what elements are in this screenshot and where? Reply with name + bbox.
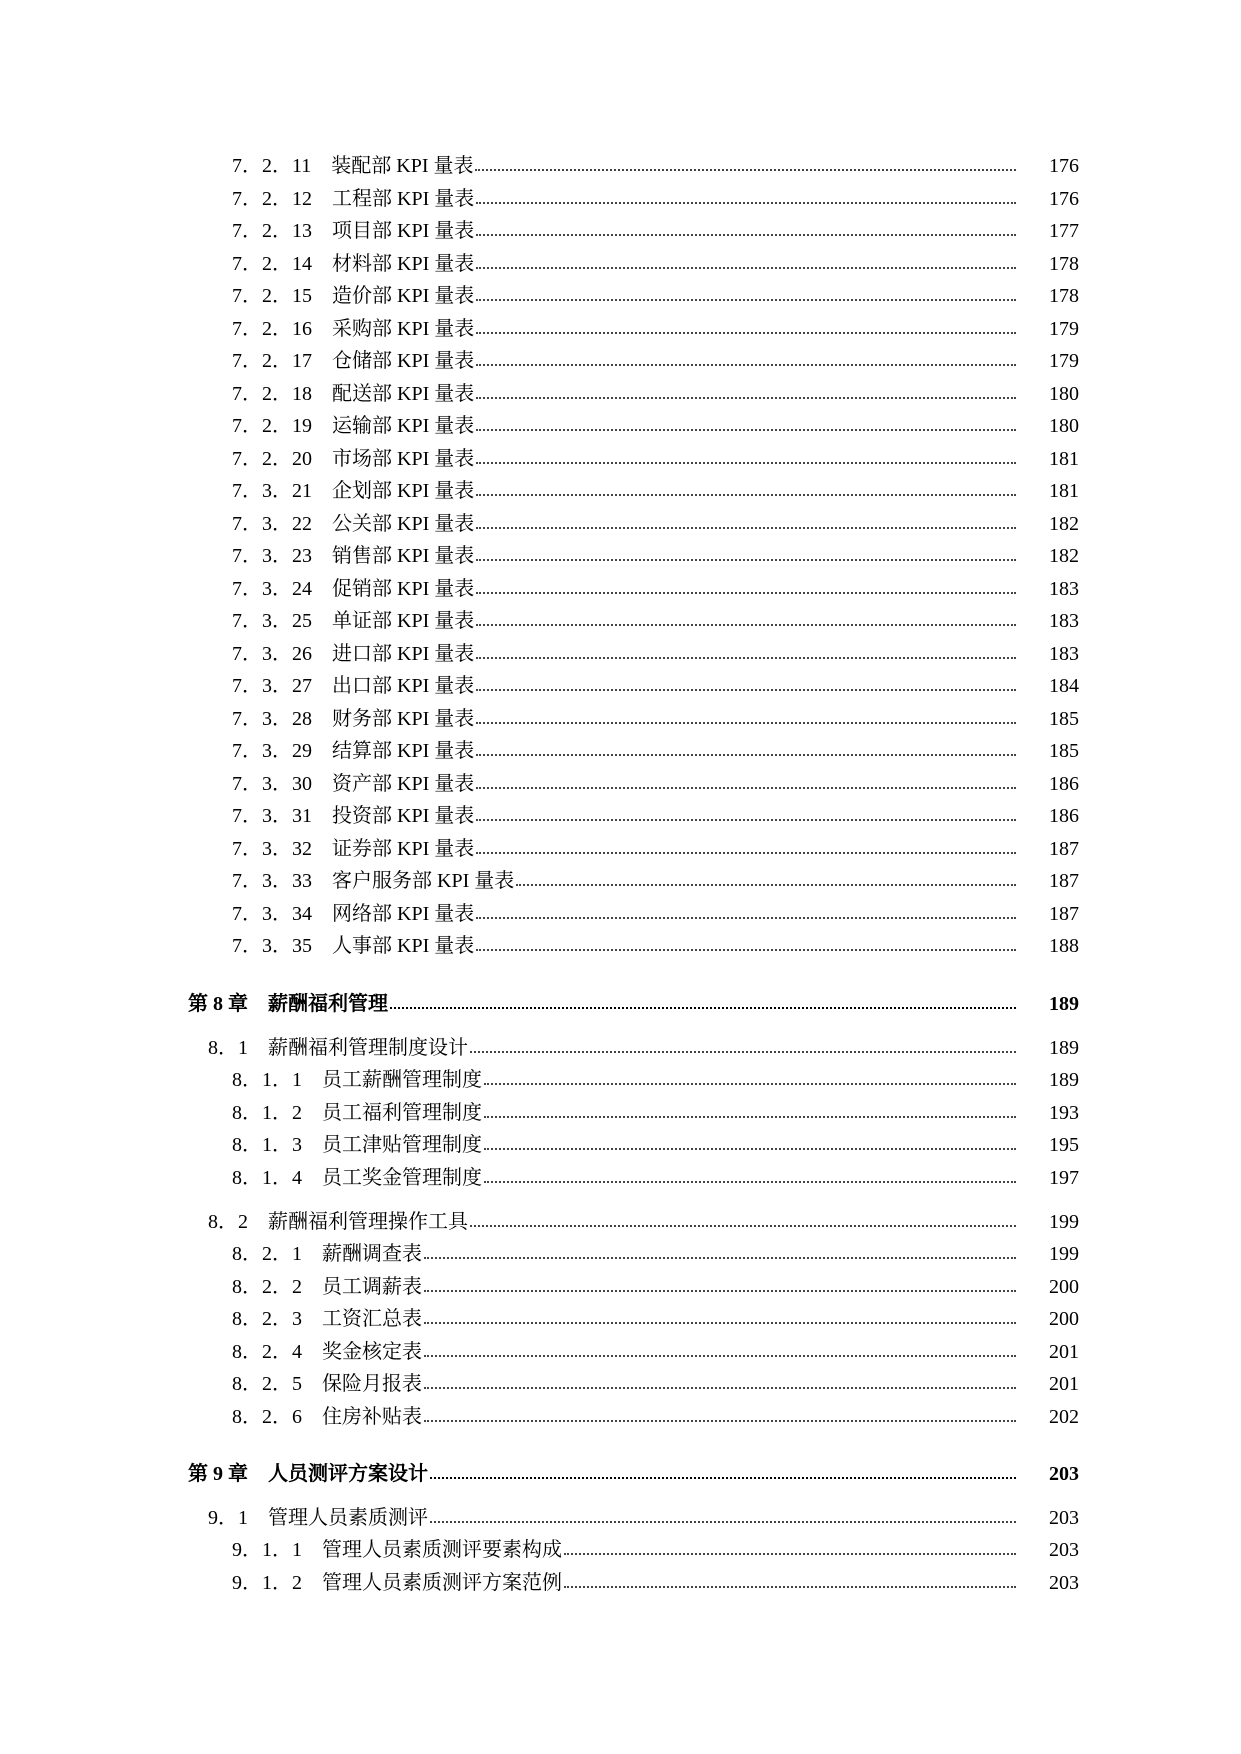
dot-leader — [476, 364, 1016, 366]
dot-leader — [476, 267, 1016, 269]
toc-page-number: 193 — [1016, 1099, 1079, 1127]
toc-page-number: 186 — [1016, 770, 1079, 798]
toc-page-number: 179 — [1016, 347, 1079, 375]
toc-page-number: 202 — [1016, 1403, 1079, 1431]
dot-leader — [476, 527, 1016, 529]
toc-entry-label: 7．3．31 投资部 KPI 量表 — [232, 802, 476, 830]
toc-entry-label: 9．1．1 管理人员素质测评要素构成 — [232, 1536, 564, 1564]
toc-entry[interactable] — [0, 900, 1241, 928]
dot-leader — [484, 1148, 1016, 1150]
toc-entry[interactable] — [0, 737, 1241, 765]
toc-page-number: 200 — [1016, 1273, 1079, 1301]
toc-entry-label: 7．2．16 采购部 KPI 量表 — [232, 315, 476, 343]
dot-leader — [470, 1225, 1016, 1227]
toc-entry[interactable] — [0, 185, 1241, 213]
toc-entry-label: 7．3．23 销售部 KPI 量表 — [232, 542, 476, 570]
toc-entry[interactable] — [0, 282, 1241, 310]
toc-section[interactable] — [0, 1208, 1241, 1236]
toc-entry[interactable] — [0, 672, 1241, 700]
toc-page-number: 189 — [1016, 1034, 1079, 1062]
toc-entry[interactable] — [0, 380, 1241, 408]
toc-entry-label: 7．3．25 单证部 KPI 量表 — [232, 607, 476, 635]
dot-leader — [476, 624, 1016, 626]
toc-page-number: 176 — [1016, 185, 1079, 213]
toc-page-number: 201 — [1016, 1338, 1079, 1366]
toc-entry-label: 8．1．1 员工薪酬管理制度 — [232, 1066, 484, 1094]
toc-page-number: 183 — [1016, 640, 1079, 668]
toc-entry[interactable] — [0, 217, 1241, 245]
dot-leader — [430, 1521, 1016, 1523]
toc-page-number: 185 — [1016, 737, 1079, 765]
toc-page-number: 189 — [1016, 1066, 1079, 1094]
toc-entry-label: 7．2．14 材料部 KPI 量表 — [232, 250, 476, 278]
toc-chapter[interactable] — [0, 990, 1241, 1018]
toc-entry-label: 7．3．29 结算部 KPI 量表 — [232, 737, 476, 765]
toc-entry[interactable] — [0, 640, 1241, 668]
toc-entry[interactable] — [0, 1305, 1241, 1333]
toc-page-number: 203 — [1016, 1536, 1079, 1564]
toc-page-number: 178 — [1016, 250, 1079, 278]
toc-page-number: 184 — [1016, 672, 1079, 700]
toc-page-number: 199 — [1016, 1208, 1079, 1236]
toc-page-number: 203 — [1016, 1460, 1079, 1488]
toc-page-number: 179 — [1016, 315, 1079, 343]
toc-entry[interactable] — [0, 932, 1241, 960]
toc-entry-label: 7．2．15 造价部 KPI 量表 — [232, 282, 476, 310]
toc-section-label: 8．1 薪酬福利管理制度设计 — [208, 1034, 470, 1062]
toc-entry-label: 8．2．2 员工调薪表 — [232, 1273, 424, 1301]
toc-page-number: 199 — [1016, 1240, 1079, 1268]
toc-chapter[interactable] — [0, 1460, 1241, 1488]
toc-page-number: 181 — [1016, 445, 1079, 473]
toc-entry-label: 8．2．4 奖金核定表 — [232, 1338, 424, 1366]
dot-leader — [424, 1322, 1016, 1324]
toc-page-number: 183 — [1016, 575, 1079, 603]
dot-leader — [476, 689, 1016, 691]
dot-leader — [424, 1355, 1016, 1357]
toc-entry[interactable] — [0, 1099, 1241, 1127]
toc-entry[interactable] — [0, 152, 1241, 180]
toc-entry-label: 9．1．2 管理人员素质测评方案范例 — [232, 1569, 564, 1597]
toc-entry[interactable] — [0, 835, 1241, 863]
toc-entry-label: 8．1．2 员工福利管理制度 — [232, 1099, 484, 1127]
toc-page-number: 186 — [1016, 802, 1079, 830]
toc-chapter-label: 第 8 章 薪酬福利管理 — [188, 990, 390, 1018]
toc-entry[interactable] — [0, 770, 1241, 798]
dot-leader — [476, 592, 1016, 594]
toc-entry-label: 7．2．13 项目部 KPI 量表 — [232, 217, 476, 245]
toc-section[interactable] — [0, 1504, 1241, 1532]
toc-entry-label: 7．3．35 人事部 KPI 量表 — [232, 932, 476, 960]
toc-page-number: 203 — [1016, 1569, 1079, 1597]
toc-entry[interactable] — [0, 542, 1241, 570]
dot-leader — [476, 202, 1016, 204]
toc-entry[interactable] — [0, 705, 1241, 733]
dot-leader — [476, 332, 1016, 334]
toc-entry[interactable] — [0, 607, 1241, 635]
toc-entry[interactable] — [0, 347, 1241, 375]
dot-leader — [424, 1420, 1016, 1422]
toc-entry[interactable] — [0, 1240, 1241, 1268]
dot-leader — [476, 819, 1016, 821]
toc-page-number: 200 — [1016, 1305, 1079, 1333]
dot-leader — [476, 787, 1016, 789]
toc-page-number: 177 — [1016, 217, 1079, 245]
toc-entry-label: 7．3．27 出口部 KPI 量表 — [232, 672, 476, 700]
dot-leader — [476, 494, 1016, 496]
toc-page-number: 197 — [1016, 1164, 1079, 1192]
toc-page-number: 180 — [1016, 380, 1079, 408]
toc-entry[interactable] — [0, 1338, 1241, 1366]
toc-section[interactable] — [0, 1034, 1241, 1062]
toc-entry-label: 7．2．18 配送部 KPI 量表 — [232, 380, 476, 408]
toc-page-number: 187 — [1016, 835, 1079, 863]
dot-leader — [476, 234, 1016, 236]
toc-entry-label: 7．3．33 客户服务部 KPI 量表 — [232, 867, 516, 895]
dot-leader — [476, 852, 1016, 854]
toc-entry-label: 8．2．1 薪酬调查表 — [232, 1240, 424, 1268]
dot-leader — [484, 1083, 1016, 1085]
dot-leader — [424, 1257, 1016, 1259]
dot-leader — [424, 1387, 1016, 1389]
toc-entry[interactable] — [0, 477, 1241, 505]
dot-leader — [476, 299, 1016, 301]
toc-entry[interactable] — [0, 867, 1241, 895]
dot-leader — [390, 1007, 1016, 1009]
toc-page-number: 195 — [1016, 1131, 1079, 1159]
toc-page-number: 187 — [1016, 900, 1079, 928]
toc-entry-label: 7．2．17 仓储部 KPI 量表 — [232, 347, 476, 375]
dot-leader — [484, 1116, 1016, 1118]
toc-entry[interactable] — [0, 510, 1241, 538]
toc-page-number: 176 — [1016, 152, 1079, 180]
toc-page-number: 203 — [1016, 1504, 1079, 1532]
dot-leader — [475, 169, 1016, 171]
toc-entry-label: 7．2．11 装配部 KPI 量表 — [232, 152, 475, 180]
toc-entry[interactable] — [0, 1569, 1241, 1597]
toc-entry[interactable] — [0, 1370, 1241, 1398]
dot-leader — [564, 1586, 1016, 1588]
toc-entry[interactable] — [0, 1164, 1241, 1192]
toc-entry-label: 7．3．21 企划部 KPI 量表 — [232, 477, 476, 505]
toc-entry-label: 8．1．3 员工津贴管理制度 — [232, 1131, 484, 1159]
toc-entry[interactable] — [0, 412, 1241, 440]
toc-page-number: 181 — [1016, 477, 1079, 505]
dot-leader — [470, 1051, 1016, 1053]
toc-entry[interactable] — [0, 1273, 1241, 1301]
toc-entry-label: 7．3．22 公关部 KPI 量表 — [232, 510, 476, 538]
dot-leader — [430, 1477, 1016, 1479]
dot-leader — [476, 462, 1016, 464]
toc-entry[interactable] — [0, 802, 1241, 830]
toc-page-number: 182 — [1016, 510, 1079, 538]
toc-page-number: 180 — [1016, 412, 1079, 440]
toc-entry[interactable] — [0, 1131, 1241, 1159]
toc-entry[interactable] — [0, 1536, 1241, 1564]
toc-page-number: 187 — [1016, 867, 1079, 895]
toc-entry-label: 8．2．3 工资汇总表 — [232, 1305, 424, 1333]
toc-page-number: 185 — [1016, 705, 1079, 733]
toc-entry-label: 7．3．24 促销部 KPI 量表 — [232, 575, 476, 603]
dot-leader — [476, 722, 1016, 724]
toc-page-number: 189 — [1016, 990, 1079, 1018]
toc-entry[interactable] — [0, 1066, 1241, 1094]
toc-entry-label: 8．2．6 住房补贴表 — [232, 1403, 424, 1431]
dot-leader — [476, 397, 1016, 399]
dot-leader — [476, 949, 1016, 951]
toc-page-number: 183 — [1016, 607, 1079, 635]
toc-entry-label: 7．3．32 证券部 KPI 量表 — [232, 835, 476, 863]
toc-entry-label: 7．3．28 财务部 KPI 量表 — [232, 705, 476, 733]
toc-section-label: 8．2 薪酬福利管理操作工具 — [208, 1208, 470, 1236]
toc-page-number: 178 — [1016, 282, 1079, 310]
dot-leader — [516, 884, 1016, 886]
toc-entry-label: 8．1．4 员工奖金管理制度 — [232, 1164, 484, 1192]
dot-leader — [476, 657, 1016, 659]
toc-entry[interactable] — [0, 315, 1241, 343]
dot-leader — [484, 1181, 1016, 1183]
toc-page-number: 188 — [1016, 932, 1079, 960]
dot-leader — [476, 754, 1016, 756]
toc-entry-label: 7．2．20 市场部 KPI 量表 — [232, 445, 476, 473]
dot-leader — [476, 429, 1016, 431]
toc-section-label: 9．1 管理人员素质测评 — [208, 1504, 430, 1532]
dot-leader — [424, 1290, 1016, 1292]
toc-entry[interactable] — [0, 250, 1241, 278]
toc-chapter-label: 第 9 章 人员测评方案设计 — [188, 1460, 430, 1488]
toc-page-number: 182 — [1016, 542, 1079, 570]
toc-entry[interactable] — [0, 1403, 1241, 1431]
dot-leader — [564, 1553, 1016, 1555]
toc-entry[interactable] — [0, 445, 1241, 473]
toc-entry[interactable] — [0, 575, 1241, 603]
toc-entry-label: 8．2．5 保险月报表 — [232, 1370, 424, 1398]
toc-entry-label: 7．2．19 运输部 KPI 量表 — [232, 412, 476, 440]
toc-entry-label: 7．3．34 网络部 KPI 量表 — [232, 900, 476, 928]
toc-entry-label: 7．3．26 进口部 KPI 量表 — [232, 640, 476, 668]
toc-entry-label: 7．2．12 工程部 KPI 量表 — [232, 185, 476, 213]
dot-leader — [476, 559, 1016, 561]
toc-entry-label: 7．3．30 资产部 KPI 量表 — [232, 770, 476, 798]
toc-page-number: 201 — [1016, 1370, 1079, 1398]
dot-leader — [476, 917, 1016, 919]
